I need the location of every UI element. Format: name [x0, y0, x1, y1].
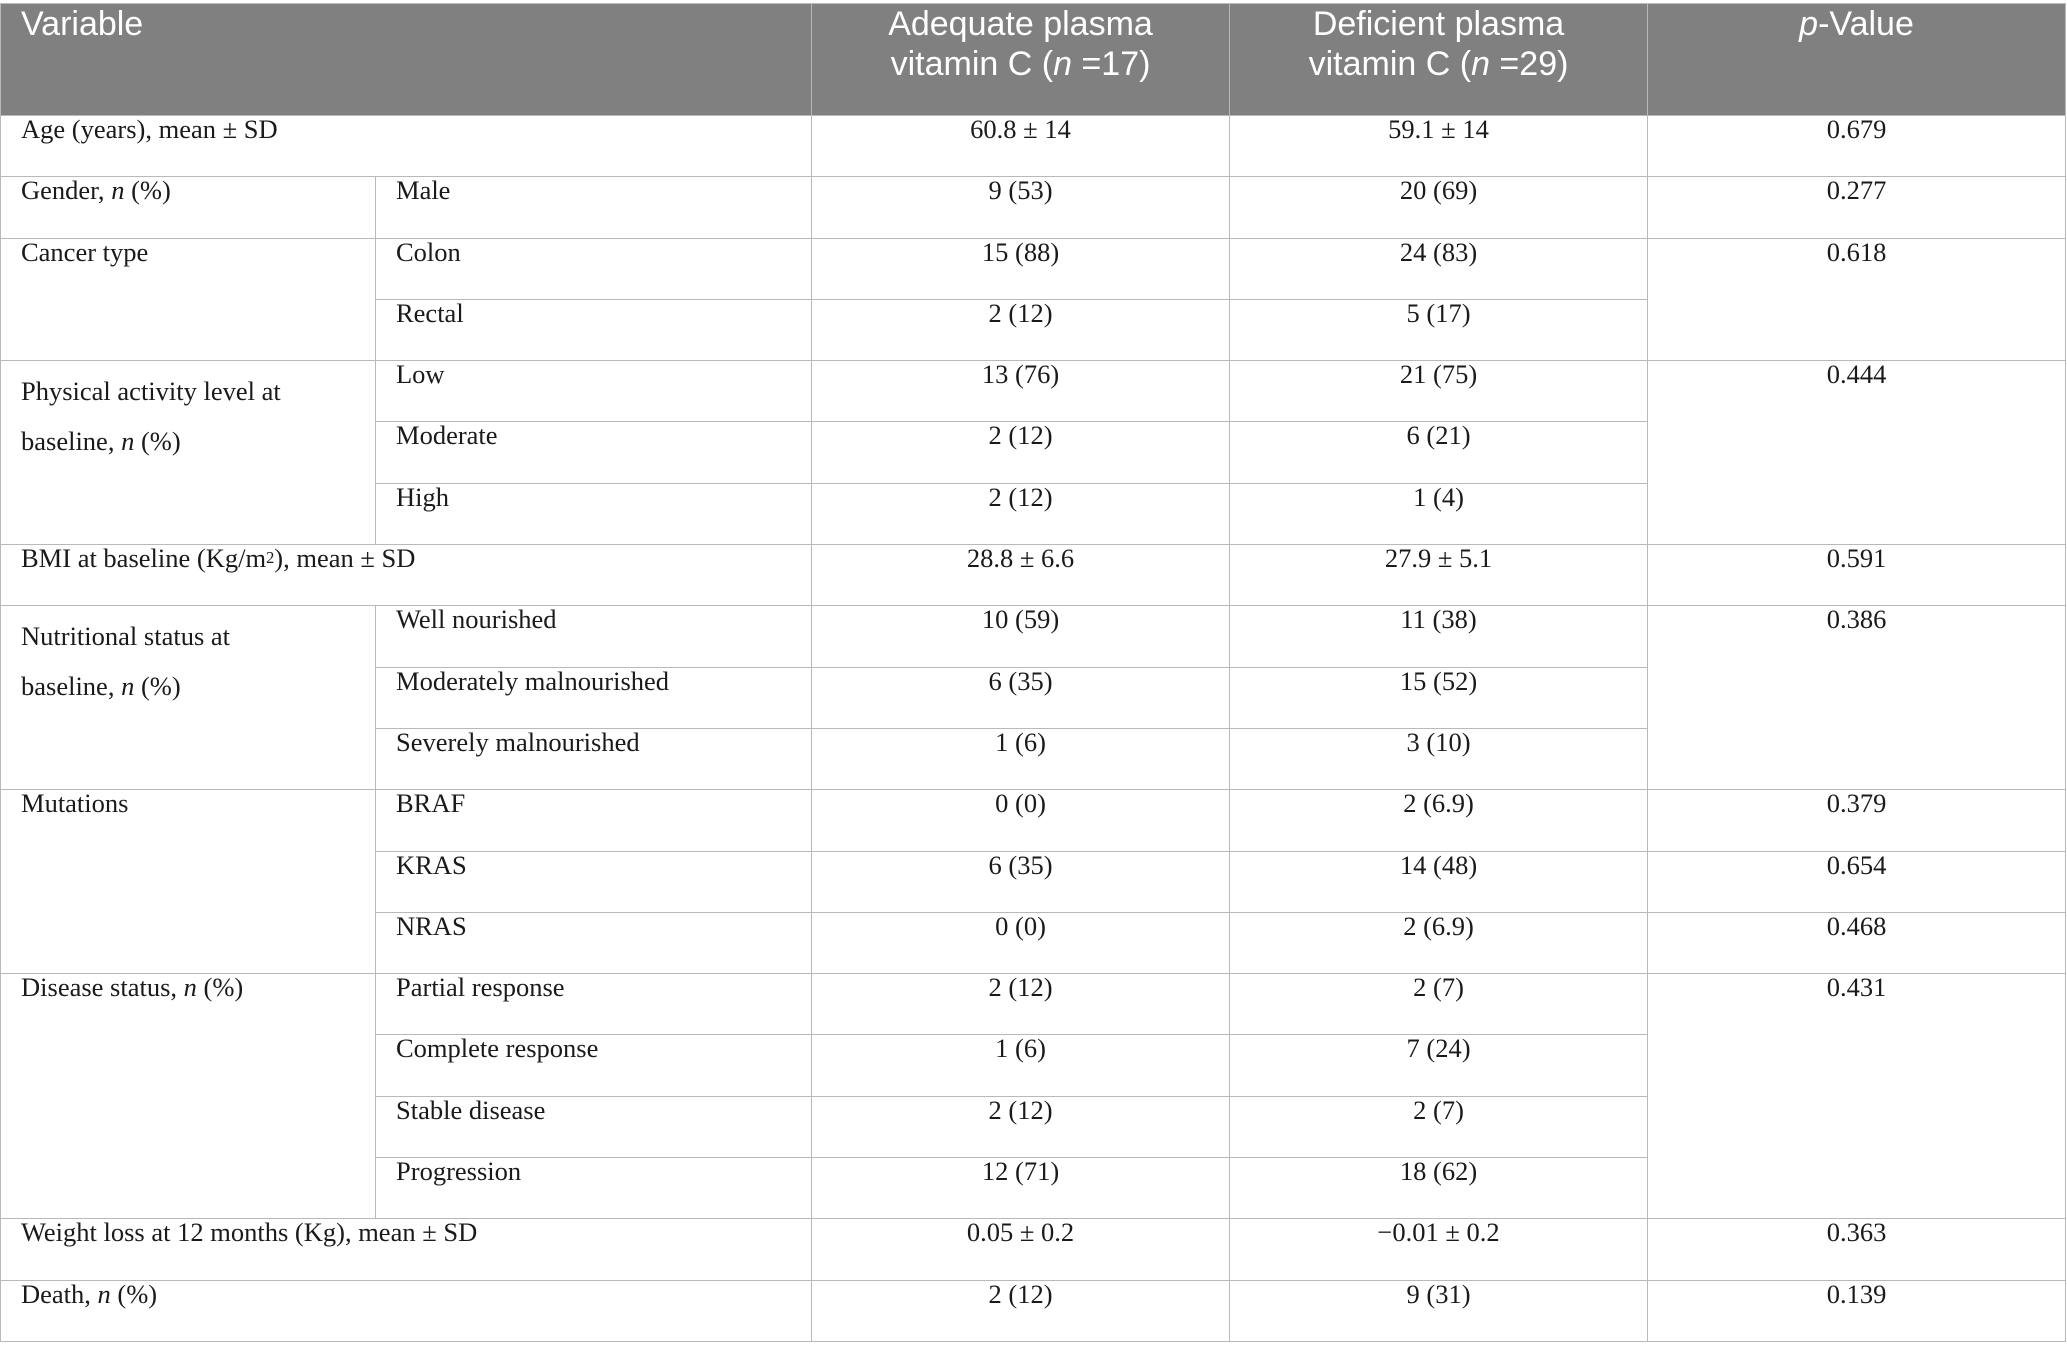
- header-p-value: p-Value: [1648, 4, 2066, 116]
- adequate-value: 13 (76): [812, 361, 1230, 422]
- adequate-value: 2 (12): [812, 299, 1230, 360]
- adequate-value: 2 (12): [812, 1280, 1230, 1341]
- row-sublabel: KRAS: [376, 851, 812, 912]
- deficient-value: 5 (17): [1230, 299, 1648, 360]
- header-adequate: Adequate plasma vitamin C (n =17): [812, 4, 1230, 116]
- adequate-value: 2 (12): [812, 483, 1230, 544]
- row-label: Weight loss at 12 months (Kg), mean ± SD: [1, 1219, 812, 1280]
- row-sublabel: BRAF: [376, 790, 812, 851]
- header-variable: Variable: [1, 4, 812, 116]
- row-label: Cancer type: [1, 238, 376, 361]
- deficient-value: 2 (6.9): [1230, 790, 1648, 851]
- adequate-value: 2 (12): [812, 974, 1230, 1035]
- row-label: Disease status, n (%): [1, 974, 376, 1219]
- deficient-value: 14 (48): [1230, 851, 1648, 912]
- row-label: BMI at baseline $(Kg/m^2)$, mean ± SD: [1, 545, 812, 606]
- deficient-value: 21 (75): [1230, 361, 1648, 422]
- row-sublabel: Partial response: [376, 974, 812, 1035]
- p-value: 0.277: [1648, 177, 2066, 238]
- row-sublabel: Severely malnourished: [376, 728, 812, 789]
- row-label: Gender, n (%): [1, 177, 376, 238]
- adequate-value: 2 (12): [812, 1096, 1230, 1157]
- adequate-value: 9 (53): [812, 177, 1230, 238]
- adequate-value: 0.05 ± 0.2: [812, 1219, 1230, 1280]
- deficient-value: 7 (24): [1230, 1035, 1648, 1096]
- p-value: 0.591: [1648, 545, 2066, 606]
- deficient-value: 27.9 ± 5.1: [1230, 545, 1648, 606]
- deficient-value: 6 (21): [1230, 422, 1648, 483]
- p-value: 0.431: [1648, 974, 2066, 1219]
- row-sublabel: Moderately malnourished: [376, 667, 812, 728]
- row-sublabel: Moderate: [376, 422, 812, 483]
- adequate-value: 2 (12): [812, 422, 1230, 483]
- adequate-value: 60.8 ± 14: [812, 116, 1230, 177]
- deficient-value: 11 (38): [1230, 606, 1648, 667]
- row-label: Death, n (%): [1, 1280, 812, 1341]
- table-row-bmi: [1, 545, 2066, 606]
- deficient-value: 1 (4): [1230, 483, 1648, 544]
- row-sublabel: Complete response: [376, 1035, 812, 1096]
- table-row-weight-loss: [1, 1219, 2066, 1280]
- table-row-age: [1, 116, 2066, 177]
- row-sublabel: Male: [376, 177, 812, 238]
- row-sublabel: Well nourished: [376, 606, 812, 667]
- adequate-value: 0 (0): [812, 912, 1230, 973]
- table-row-gender: [1, 177, 2066, 238]
- p-value: 0.654: [1648, 851, 2066, 912]
- p-value: 0.379: [1648, 790, 2066, 851]
- table-row-nutrition-well: [1, 606, 2066, 667]
- row-sublabel: Low: [376, 361, 812, 422]
- deficient-value: 3 (10): [1230, 728, 1648, 789]
- adequate-value: 28.8 ± 6.6: [812, 545, 1230, 606]
- deficient-value: 2 (7): [1230, 974, 1648, 1035]
- adequate-value: 6 (35): [812, 851, 1230, 912]
- header-row: [1, 4, 2066, 116]
- deficient-value: 9 (31): [1230, 1280, 1648, 1341]
- deficient-value: 59.1 ± 14: [1230, 116, 1648, 177]
- adequate-value: 10 (59): [812, 606, 1230, 667]
- row-label: Age (years), mean ± SD: [1, 116, 812, 177]
- adequate-value: 0 (0): [812, 790, 1230, 851]
- deficient-value: 2 (6.9): [1230, 912, 1648, 973]
- p-value: 0.679: [1648, 116, 2066, 177]
- row-sublabel: Rectal: [376, 299, 812, 360]
- table-row-disease-partial: [1, 974, 2066, 1035]
- row-label: Physical activity level at baseline, n (%): [1, 361, 376, 545]
- adequate-value: 1 (6): [812, 1035, 1230, 1096]
- header-deficient: Deficient plasma vitamin C (n =29): [1230, 4, 1648, 116]
- characteristics-table: [0, 3, 2066, 1342]
- table-row-cancer-colon: [1, 238, 2066, 299]
- deficient-value: 15 (52): [1230, 667, 1648, 728]
- row-label: Mutations: [1, 790, 376, 974]
- table-row-death: [1, 1280, 2066, 1341]
- p-value: 0.444: [1648, 361, 2066, 545]
- deficient-value: −0.01 ± 0.2: [1230, 1219, 1648, 1280]
- deficient-value: 20 (69): [1230, 177, 1648, 238]
- p-value: 0.139: [1648, 1280, 2066, 1341]
- adequate-value: 15 (88): [812, 238, 1230, 299]
- table-row-activity-low: [1, 361, 2066, 422]
- p-value: 0.618: [1648, 238, 2066, 361]
- adequate-value: 12 (71): [812, 1158, 1230, 1219]
- row-sublabel: Colon: [376, 238, 812, 299]
- deficient-value: 2 (7): [1230, 1096, 1648, 1157]
- adequate-value: 1 (6): [812, 728, 1230, 789]
- deficient-value: 24 (83): [1230, 238, 1648, 299]
- p-value: 0.363: [1648, 1219, 2066, 1280]
- deficient-value: 18 (62): [1230, 1158, 1648, 1219]
- p-value: 0.386: [1648, 606, 2066, 790]
- table-row-mutation-braf: [1, 790, 2066, 851]
- adequate-value: 6 (35): [812, 667, 1230, 728]
- row-sublabel: NRAS: [376, 912, 812, 973]
- row-sublabel: High: [376, 483, 812, 544]
- p-value: 0.468: [1648, 912, 2066, 973]
- row-sublabel: Progression: [376, 1158, 812, 1219]
- row-sublabel: Stable disease: [376, 1096, 812, 1157]
- row-label: Nutritional status at baseline, n (%): [1, 606, 376, 790]
